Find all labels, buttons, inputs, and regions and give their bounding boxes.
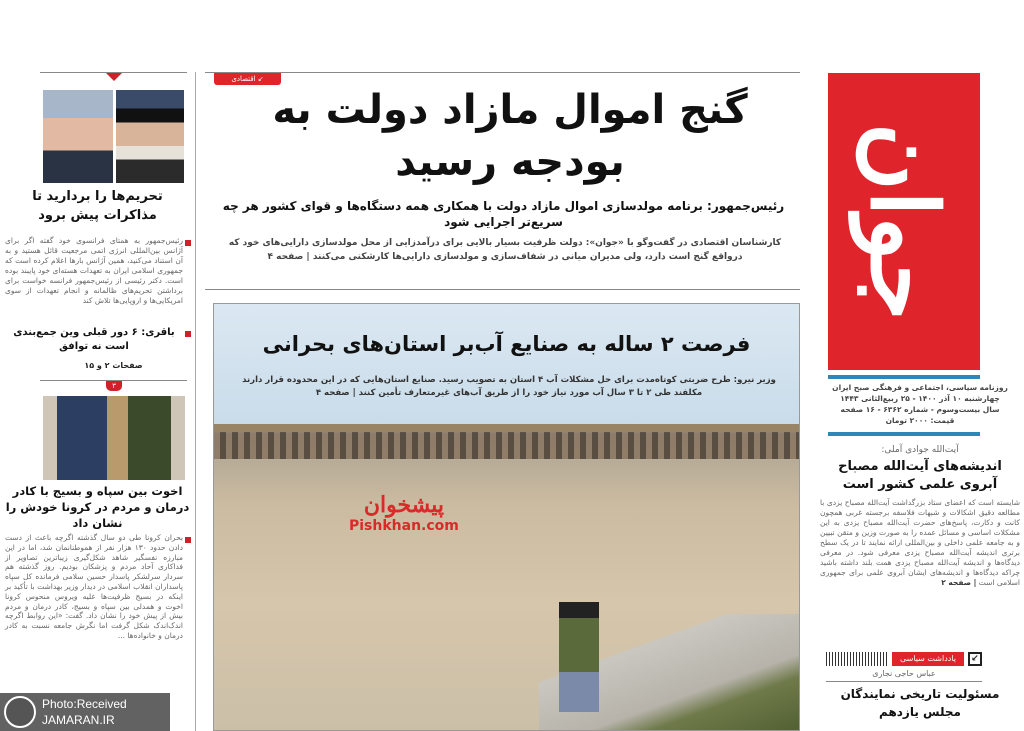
main-headline[interactable]: گنج اموال مازاد دولت به بودجه رسید	[272, 87, 748, 185]
red-square-icon	[185, 537, 191, 543]
divider	[195, 72, 196, 731]
left-bottom-headline: اخوت بین سپاه و بسیج با کادر درمان و مردم در کرونا خودش را نشان داد	[5, 484, 190, 530]
red-square-icon	[185, 331, 191, 337]
main-lead: کارشناسان اقتصادی در گفت‌وگو با «جوان»: دولت ظرفیت بسیار بالایی برای درآمدزایی از محل مولدسازی دارایی‌های خود که درواقع گنج است دارد، ولی مدیران میانی در شفاف‌سازی و مولدسازی دارایی‌ها کارشکنی می‌کنند | صفحه ۴	[228, 238, 782, 262]
divider	[828, 432, 980, 436]
person	[559, 602, 599, 712]
barcode-decoration	[826, 652, 888, 666]
note-author: عباس حاجی نجاری	[872, 669, 936, 678]
note-title: مسئولیت تاریخی نمایندگان مجلس یازدهم	[840, 687, 1000, 719]
masthead-logo: جوان	[828, 73, 980, 370]
divider	[826, 681, 982, 682]
red-triangle-icon	[106, 73, 122, 81]
bridge-top	[214, 424, 799, 432]
page-ref: صفحات ۲ و ۱۵	[84, 361, 143, 370]
divider	[828, 375, 980, 379]
photo-story[interactable]	[213, 303, 800, 731]
divider	[205, 289, 800, 290]
section-tag[interactable]: ↙ اقتصادی	[214, 73, 281, 85]
watermark: پیشخوان Pishkhan.com	[349, 492, 459, 534]
photo-macron	[43, 90, 113, 183]
photo-headline: فرصت ۲ ساله به صنایع آب‌بر استان‌های بحرانی	[262, 332, 751, 356]
page-badge: ۳	[106, 381, 122, 391]
divider	[205, 72, 800, 73]
photo-raisi	[116, 90, 184, 183]
left-bottom-body: بحران کرونا طی دو سال گذشته اگرچه باعث از دست دادن حدود ۱۳۰ هزار نفر از هموطنانمان شد، اما در این مبارزه نفسگیر شاهد شکل‌گیری زیباترین تصاویر از فداکاری آحاد مردم و پزشکان بودیم. روز گذشته هم سردار سرلشکر پاسدار حسین سلامی فرمانده کل سپاه پاسداران انقلاب اسلامی در دیدار وزیر بهداشت با تأکید بر اینکه در بسیج ظرفیت‌ها علیه ویروس منحوس کرونا اخوت و همدلی بین سپاه و بسیج، کادر درمان و مردم بیش از پیش خود را نشان داد. گفت: «این روابط اگرچه اندک‌اندک شکل گرفت اما نگرش جامعه نسبت به کادر درمان و خانواده‌ها ...	[5, 533, 183, 640]
main-subtitle: رئیس‌جمهور: برنامه مولدسازی اموال مازاد دولت با همکاری همه دستگاه‌ها و قوای کشور هر چه سریع‌تر اجرایی شود	[222, 199, 785, 229]
bridge	[214, 429, 799, 459]
photo-lead: وزیر نیرو: طرح ضربتی کوتاه‌مدت برای حل مشکلات آب ۴ استان به تصویب رسید. صنایع استان‌هایی که در این محدوده قرار دارند مکلفند طی ۲ تا ۳ سال آب مورد نیاز خود را از طریق آب‌های غیرمتعارف تأمین کنند | صفحه ۴	[242, 375, 776, 398]
photo-meeting	[43, 396, 185, 480]
red-square-icon	[185, 240, 191, 246]
right-story: آیت‌الله جوادی آملی: اندیشه‌های آیت‌الله مصباح آبروی علمی کشور است شایسته است که اعضای ستاد بزرگداشت آیت‌الله مصباح یزدی با مطالعه دقیق اشکالات و شبهات فلاسفه برجسته غربی همچون کانت و دکارت، پاسخ‌های حضرت آیت‌الله مصباح یزدی به این مشکلات اساسی و مسائل عمده را به صورت وزین و متقن تبیین و به جامعه علمی داخلی و بین‌المللی ارائه نمایند تا در یک سطح برتری اندیشه آیت‌الله مصباح یزدی معرفی شود. در معرفی دیدگاه‌ها و اندیشه آیت‌الله مصباح یزدی همت بلند داشته باشید چراکه دیدگاه‌ها و اندیشه‌های ایشان آبروی علمی برای جمهوری اسلامی است | صفحه ۲	[820, 445, 1020, 587]
note-header: ↙ یادداشت سیاسی	[826, 652, 982, 666]
arrow-icon: ↙	[968, 652, 982, 666]
left-top-sub: باقری: ۶ دور قبلی وین جمع‌بندی است نه توافق	[13, 327, 175, 352]
arrow-icon: ↙	[257, 75, 264, 83]
masthead-info: روزنامه سیاسی، اجتماعی و فرهنگی صبح ایران چهارشنبه ۱۰ آذر ۱۴۰۰ - ۲۵ ربیع‌الثانی ۱۴۴۳ سال بیست‌وسوم - شماره ۶۳۶۲ - ۱۶ صفحه قیمت: ۲۰۰۰ تومان	[832, 383, 1008, 425]
left-top-headline: تحریم‌ها را بردارید تا مذاکرات پیش برود	[32, 189, 163, 223]
left-top-body: رئیس‌جمهور به همتای فرانسوی خود گفته اگر برای آژانس بین‌المللی انرژی اتمی مرجعیت قائل هستید و به آن استناد می‌کنید، همین آژانس بارها اعلام کرده است که جمهوری اسلامی ایران به تعهدات هسته‌ای خود پایبند بوده است. دکتر رئیسی از رئیس‌جمهور فرانسه خواست برای برداشتن تحریم‌های ظالمانه و انجام تعهدات از سوی امریکایی‌ها و اروپایی‌ها تلاش کند	[5, 236, 183, 305]
jamaran-logo-icon	[4, 696, 36, 728]
photo-credit-overlay: Photo:Received JAMARAN.IR	[0, 693, 170, 731]
